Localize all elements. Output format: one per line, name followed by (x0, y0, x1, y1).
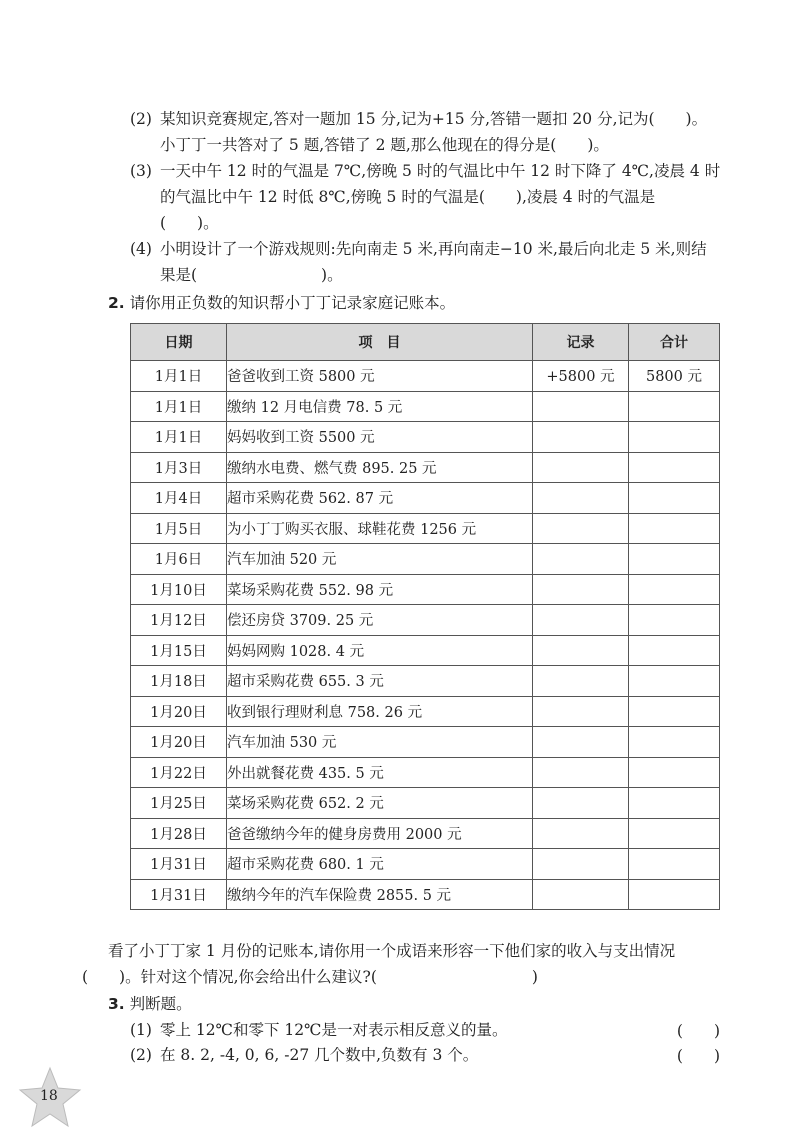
ledger-total-cell[interactable] (629, 788, 720, 819)
ledger-item-cell: 超市采购花费 680. 1 元 (227, 849, 533, 880)
ledger-total-cell[interactable] (629, 757, 720, 788)
ledger-record-cell[interactable] (533, 635, 629, 666)
q3-item1 (130, 1019, 507, 1041)
ledger-date-cell: 1月5日 (131, 513, 227, 544)
q3-item2-answer-paren[interactable]: ( ) (676, 1047, 720, 1065)
ledger-total-cell[interactable] (629, 513, 720, 544)
ledger-row (131, 696, 720, 727)
ledger-date-cell: 1月20日 (131, 696, 227, 727)
ledger-date-cell: 1月22日 (131, 757, 227, 788)
ledger-record-cell[interactable] (533, 513, 629, 544)
ledger-record-cell[interactable] (533, 666, 629, 697)
ledger-record-cell[interactable] (533, 544, 629, 575)
q1-item3-line1 (130, 160, 720, 182)
ledger-total-cell[interactable] (629, 574, 720, 605)
q3-item1-text: 零上 12℃和零下 12℃是一对表示相反意义的量。 (160, 1021, 508, 1039)
ledger-item-cell: 收到银行理财利息 758. 26 元 (227, 696, 533, 727)
ledger-item-cell: 菜场采购花费 552. 98 元 (227, 574, 533, 605)
ledger-total-cell[interactable] (629, 666, 720, 697)
ledger-record-cell[interactable] (533, 483, 629, 514)
q1-item4-line2: 果是( )。 (160, 266, 343, 284)
ledger-item-cell: 汽车加油 520 元 (227, 544, 533, 575)
ledger-total-cell[interactable] (629, 605, 720, 636)
ledger-total-cell[interactable]: 5800 元 (629, 361, 720, 392)
ledger-item-cell: 超市采购花费 655. 3 元 (227, 666, 533, 697)
q3-item1-answer-paren[interactable]: ( ) (676, 1022, 720, 1040)
ledger-row (131, 666, 720, 697)
ledger-header-row (131, 324, 720, 361)
q1-item2-text1: 某知识竞赛规定,答对一题加 15 分,记为+15 分,答错一题扣 20 分,记为( )。 (160, 110, 708, 128)
ledger-date-cell: 1月25日 (131, 788, 227, 819)
ledger-record-cell[interactable] (533, 605, 629, 636)
ledger-record-cell[interactable] (533, 757, 629, 788)
q1-item4-line1 (130, 238, 707, 260)
q1-item3-line2: 的气温比中午 12 时低 8℃,傍晚 5 时的气温是( ),凌晨 4 时的气温是 (160, 188, 656, 206)
ledger-record-cell[interactable] (533, 879, 629, 910)
q1-item2-line1 (130, 108, 707, 130)
ledger-row (131, 635, 720, 666)
ledger-date-cell: 1月31日 (131, 849, 227, 880)
ledger-item-cell: 缴纳 12 月电信费 78. 5 元 (227, 391, 533, 422)
ledger-total-cell[interactable] (629, 635, 720, 666)
ledger-item-cell: 菜场采购花费 652. 2 元 (227, 788, 533, 819)
ledger-total-cell[interactable] (629, 727, 720, 758)
ledger-total-cell[interactable] (629, 452, 720, 483)
ledger-item-cell: 偿还房贷 3709. 25 元 (227, 605, 533, 636)
header-date: 日期 (131, 324, 227, 361)
ledger-date-cell: 1月6日 (131, 544, 227, 575)
ledger-date-cell: 1月3日 (131, 452, 227, 483)
ledger-row (131, 879, 720, 910)
ledger-record-cell[interactable] (533, 788, 629, 819)
ledger-record-cell[interactable] (533, 818, 629, 849)
q2-number: 2. (108, 294, 125, 312)
ledger-row (131, 605, 720, 636)
ledger-record-cell[interactable] (533, 849, 629, 880)
ledger-row (131, 727, 720, 758)
ledger-total-cell[interactable] (629, 391, 720, 422)
q2-heading (108, 292, 455, 314)
ledger-body (131, 361, 720, 910)
ledger-total-cell[interactable] (629, 483, 720, 514)
page-number: 18 (40, 1088, 58, 1104)
ledger-item-cell: 为小丁丁购买衣服、球鞋花费 1256 元 (227, 513, 533, 544)
ledger-item-cell: 妈妈收到工资 5500 元 (227, 422, 533, 453)
q1-item3-label: (3) (130, 162, 152, 180)
ledger-item-cell: 爸爸收到工资 5800 元 (227, 361, 533, 392)
ledger-date-cell: 1月12日 (131, 605, 227, 636)
q3-number: 3. (108, 995, 125, 1013)
ledger-date-cell: 1月1日 (131, 391, 227, 422)
q2-followup-line1: 看了小丁丁家 1 月份的记账本,请你用一个成语来形容一下他们家的收入与支出情况 (108, 942, 676, 960)
ledger-item-cell: 妈妈网购 1028. 4 元 (227, 635, 533, 666)
ledger-record-cell[interactable] (533, 452, 629, 483)
ledger-total-cell[interactable] (629, 818, 720, 849)
q3-text: 判断题。 (129, 995, 192, 1013)
ledger-record-cell[interactable] (533, 422, 629, 453)
q3-heading (108, 993, 192, 1015)
ledger-date-cell: 1月1日 (131, 422, 227, 453)
ledger-item-cell: 超市采购花费 562. 87 元 (227, 483, 533, 514)
ledger-record-cell[interactable] (533, 391, 629, 422)
ledger-date-cell: 1月20日 (131, 727, 227, 758)
ledger-item-cell: 汽车加油 530 元 (227, 727, 533, 758)
ledger-row (131, 452, 720, 483)
q1-item2-line2: 小丁丁一共答对了 5 题,答错了 2 题,那么他现在的得分是( )。 (160, 136, 609, 154)
ledger-row (131, 391, 720, 422)
ledger-row (131, 422, 720, 453)
ledger-date-cell: 1月15日 (131, 635, 227, 666)
q1-item2-label: (2) (130, 110, 152, 128)
ledger-table (130, 323, 720, 910)
q1-item3-line3: ( )。 (160, 214, 219, 232)
header-total: 合计 (629, 324, 720, 361)
ledger-total-cell[interactable] (629, 696, 720, 727)
ledger-total-cell[interactable] (629, 879, 720, 910)
ledger-item-cell: 爸爸缴纳今年的健身房费用 2000 元 (227, 818, 533, 849)
ledger-total-cell[interactable] (629, 849, 720, 880)
ledger-record-cell[interactable]: +5800 元 (533, 361, 629, 392)
ledger-item-cell: 缴纳水电费、燃气费 895. 25 元 (227, 452, 533, 483)
ledger-record-cell[interactable] (533, 574, 629, 605)
ledger-row (131, 361, 720, 392)
ledger-date-cell: 1月31日 (131, 879, 227, 910)
ledger-date-cell: 1月4日 (131, 483, 227, 514)
ledger-row (131, 849, 720, 880)
q1-item4-text1: 小明设计了一个游戏规则:先向南走 5 米,再向南走−10 米,最后向北走 5 米,则结 (160, 240, 707, 258)
ledger-total-cell[interactable] (629, 422, 720, 453)
ledger-row (131, 513, 720, 544)
ledger-row (131, 544, 720, 575)
ledger-row (131, 788, 720, 819)
ledger-item-cell: 外出就餐花费 435. 5 元 (227, 757, 533, 788)
q3-item1-label: (1) (130, 1021, 152, 1039)
q3-item2-label: (2) (130, 1046, 152, 1064)
q2-text: 请你用正负数的知识帮小丁丁记录家庭记账本。 (129, 294, 456, 312)
ledger-date-cell: 1月18日 (131, 666, 227, 697)
ledger-date-cell: 1月28日 (131, 818, 227, 849)
q3-item2-text: 在 8. 2, -4, 0, 6, -27 几个数中,负数有 3 个。 (160, 1046, 479, 1064)
ledger-row (131, 483, 720, 514)
ledger-record-cell[interactable] (533, 727, 629, 758)
header-record: 记录 (533, 324, 629, 361)
ledger-row (131, 757, 720, 788)
ledger-row (131, 818, 720, 849)
ledger-date-cell: 1月1日 (131, 361, 227, 392)
q1-item3-text1: 一天中午 12 时的气温是 7℃,傍晚 5 时的气温比中午 12 时下降了 4℃,凌晨 4 时 (160, 162, 721, 180)
q2-followup-line2: ( )。针对这个情况,你会给出什么建议?( ) (82, 968, 538, 986)
header-item: 项 目 (227, 324, 533, 361)
ledger-total-cell[interactable] (629, 544, 720, 575)
ledger-row (131, 574, 720, 605)
ledger-item-cell: 缴纳今年的汽车保险费 2855. 5 元 (227, 879, 533, 910)
ledger-record-cell[interactable] (533, 696, 629, 727)
q1-item4-label: (4) (130, 240, 152, 258)
q3-item2 (130, 1044, 478, 1066)
ledger-date-cell: 1月10日 (131, 574, 227, 605)
